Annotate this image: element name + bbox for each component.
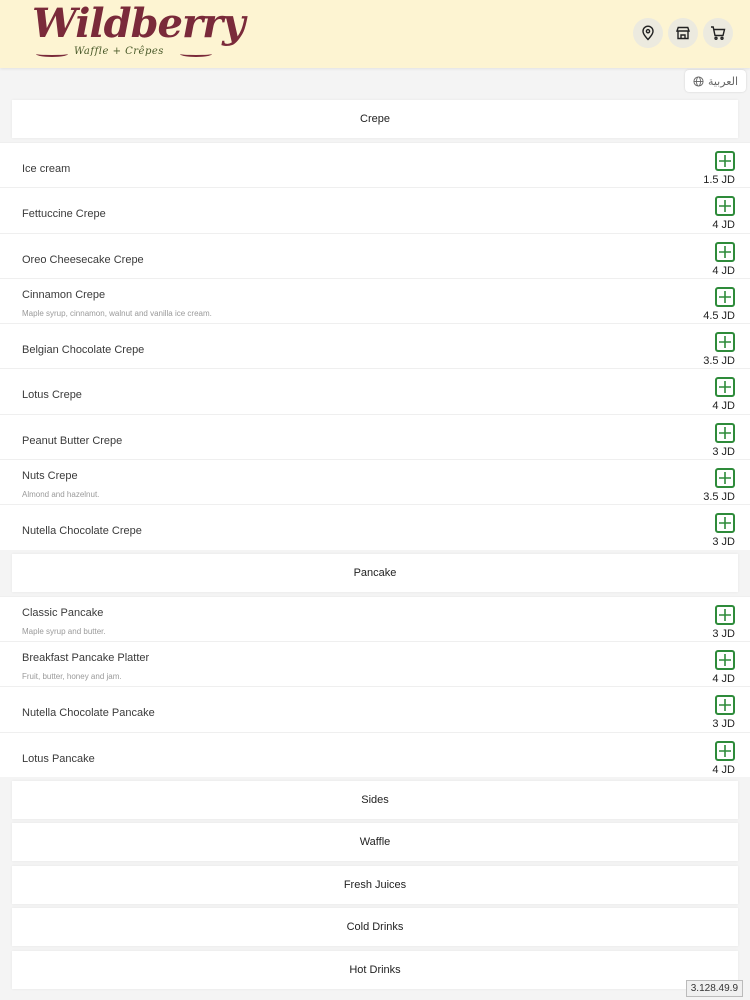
location-icon <box>640 25 656 41</box>
category-header[interactable] <box>12 554 738 592</box>
brand-name: Wildberry <box>32 0 245 47</box>
add-to-cart-button[interactable] <box>715 695 735 715</box>
menu-item[interactable] <box>0 596 750 641</box>
add-to-cart-button[interactable] <box>715 242 735 262</box>
menu-item[interactable] <box>0 459 750 504</box>
item-name: Nuts Crepe <box>22 470 78 483</box>
cart-button[interactable] <box>703 18 733 48</box>
add-to-cart-button[interactable] <box>715 287 735 307</box>
item-name: Lotus Crepe <box>22 389 82 402</box>
category-title: Crepe <box>360 113 390 125</box>
menu-item[interactable] <box>0 641 750 686</box>
menu-list <box>0 100 750 989</box>
item-price: 4 JD <box>712 264 735 277</box>
item-price: 3.5 JD <box>703 491 735 504</box>
category-title: Sides <box>361 793 389 806</box>
category-title: Pancake <box>353 566 397 579</box>
add-to-cart-button[interactable] <box>715 332 735 352</box>
menu-item[interactable] <box>0 414 750 459</box>
category-header[interactable] <box>12 823 738 861</box>
language-switch[interactable] <box>685 70 746 92</box>
item-name: Peanut Butter Crepe <box>22 434 123 447</box>
item-description: Fruit, butter, honey and jam. <box>22 671 122 681</box>
menu-item[interactable] <box>0 686 750 731</box>
menu-item[interactable] <box>0 323 750 368</box>
add-to-cart-button[interactable] <box>715 423 735 443</box>
item-name: Lotus Pancake <box>22 752 95 765</box>
item-name: Breakfast Pancake Platter <box>22 651 150 664</box>
location-button[interactable] <box>633 18 663 48</box>
menu-item[interactable] <box>0 142 750 187</box>
item-name: Nutella Chocolate Crepe <box>22 525 142 538</box>
item-name: Oreo Cheesecake Crepe <box>22 253 144 266</box>
item-name: Ice cream <box>22 163 71 175</box>
globe-icon <box>693 76 704 87</box>
item-name: Fettuccine Crepe <box>22 208 106 221</box>
item-description: Maple syrup and butter. <box>22 626 106 636</box>
item-price: 3 JD <box>712 445 735 458</box>
add-to-cart-button[interactable] <box>715 605 735 625</box>
add-to-cart-button[interactable] <box>715 377 735 397</box>
menu-item[interactable] <box>0 233 750 278</box>
item-price: 4.5 JD <box>703 309 735 322</box>
plus-icon <box>718 199 732 213</box>
plus-icon <box>718 516 732 530</box>
item-price: 4 JD <box>712 763 735 776</box>
plus-icon <box>718 653 732 667</box>
category-title: Hot Drinks <box>349 963 401 976</box>
category-title: Waffle <box>359 836 391 849</box>
item-description: Almond and hazelnut. <box>22 490 100 500</box>
logo-flourish-left <box>36 51 68 57</box>
item-name: Belgian Chocolate Crepe <box>22 344 145 357</box>
menu-item[interactable] <box>0 504 750 549</box>
brand-logo[interactable] <box>30 0 245 66</box>
category-header[interactable] <box>12 100 738 138</box>
menu-item[interactable] <box>0 278 750 323</box>
category-header[interactable] <box>12 781 738 819</box>
plus-icon <box>718 380 732 394</box>
add-to-cart-button[interactable] <box>715 741 735 761</box>
plus-icon <box>718 335 732 349</box>
item-price: 4 JD <box>712 219 735 232</box>
plus-icon <box>718 245 732 259</box>
add-to-cart-button[interactable] <box>715 196 735 216</box>
item-price: 3 JD <box>712 536 735 549</box>
item-name: Cinnamon Crepe <box>22 288 106 301</box>
item-price: 3.5 JD <box>703 355 735 368</box>
plus-icon <box>718 698 732 712</box>
store-button[interactable] <box>668 18 698 48</box>
item-name: Classic Pancake <box>22 606 104 619</box>
add-to-cart-button[interactable] <box>715 151 735 171</box>
item-name: Nutella Chocolate Pancake <box>22 707 155 720</box>
add-to-cart-button[interactable] <box>715 468 735 488</box>
menu-item[interactable] <box>0 368 750 413</box>
app-version: 3.128.49.9 <box>686 980 743 997</box>
language-label: العربية <box>707 75 738 88</box>
category-header[interactable] <box>12 908 738 946</box>
plus-icon <box>718 154 732 168</box>
app-header <box>0 0 750 68</box>
brand-tagline: Waffle + Crêpes <box>74 46 164 57</box>
add-to-cart-button[interactable] <box>715 650 735 670</box>
category-title: Fresh Juices <box>343 878 407 891</box>
plus-icon <box>718 426 732 440</box>
item-description: Maple syrup, cinnamon, walnut and vanilla ice cream. <box>22 308 212 318</box>
category-header[interactable] <box>12 866 738 904</box>
item-price: 4 JD <box>712 672 735 685</box>
item-price: 1.5 JD <box>703 174 735 186</box>
item-price: 3 JD <box>712 718 735 731</box>
store-icon <box>675 25 691 41</box>
add-to-cart-button[interactable] <box>715 513 735 533</box>
menu-item[interactable] <box>0 187 750 232</box>
category-title: Cold Drinks <box>346 921 404 934</box>
item-price: 3 JD <box>712 627 735 640</box>
logo-flourish-right <box>180 51 212 57</box>
menu-item[interactable] <box>0 732 750 777</box>
item-price: 4 JD <box>712 400 735 413</box>
plus-icon <box>718 471 732 485</box>
category-header[interactable] <box>12 951 738 989</box>
plus-icon <box>718 290 732 304</box>
plus-icon <box>718 744 732 758</box>
plus-icon <box>718 608 732 622</box>
cart-icon <box>710 25 726 41</box>
